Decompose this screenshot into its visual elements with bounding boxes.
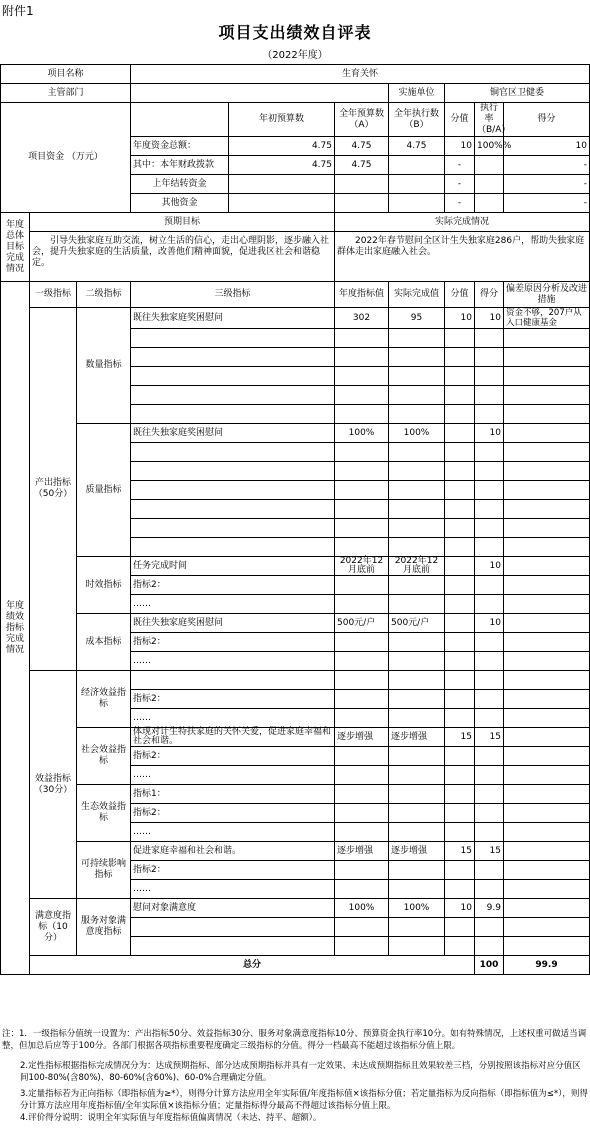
fund-row-annual — [335, 194, 389, 213]
empty-cell — [445, 690, 475, 709]
indicator-score — [445, 424, 475, 443]
empty-cell — [445, 329, 475, 348]
empty-cell — [335, 880, 389, 899]
fund-row-executed — [389, 194, 445, 213]
empty-cell — [504, 671, 590, 690]
empty-cell — [389, 576, 445, 595]
fund-row-get: 10 — [504, 137, 590, 156]
empty-cell — [389, 500, 445, 519]
empty-cell — [131, 519, 335, 538]
empty-cell — [389, 918, 445, 937]
fund-row-label: 其中：本年财政拨款 — [131, 156, 229, 175]
footnote-3: 3.定量指标若为正向指标（即指标值为≥*），则得分计算方法应用全年实际值/年度指标值×该指标分值；若定量指标为反向指标（即指标值为≤*），则得分计算方法应用年度指标值/全年实际值×该指标分值；定量指标得分最高不得超过该指标分值上限。 — [20, 1089, 588, 1111]
indicator-actual: 逐步增强 — [389, 842, 445, 861]
indicator-note — [504, 557, 590, 576]
empty-cell — [504, 633, 590, 652]
fund-row-executed: 4.75 — [389, 137, 445, 156]
empty-cell — [335, 633, 389, 652]
empty-cell — [504, 405, 590, 424]
empty-cell — [131, 500, 335, 519]
total-score: 100 — [475, 956, 504, 975]
empty-cell — [445, 747, 475, 766]
empty-cell — [335, 462, 389, 481]
empty-cell — [504, 538, 590, 557]
empty-cell — [475, 462, 504, 481]
empty-cell — [335, 386, 389, 405]
empty-cell — [504, 823, 590, 842]
indicator-note — [504, 899, 590, 918]
empty-cell — [389, 348, 445, 367]
fund-header-blank — [131, 103, 229, 137]
fund-header-rate: 执行率（B/A） — [475, 103, 504, 137]
goal-label: 年度总体目标完成情况 — [1, 213, 30, 282]
empty-cell — [335, 747, 389, 766]
empty-cell — [335, 405, 389, 424]
footnotes — [2, 1028, 588, 1124]
empty-cell — [475, 747, 504, 766]
empty-cell — [389, 785, 445, 804]
empty-cell — [335, 367, 389, 386]
fund-row-annual: 4.75 — [335, 137, 389, 156]
indicator-actual: 95 — [389, 308, 445, 329]
lvl1-output: 产出指标（50分） — [30, 308, 77, 671]
empty-cell — [389, 652, 445, 671]
empty-cell — [504, 576, 590, 595]
lvl2-sustain: 可持续影响指标 — [77, 842, 131, 899]
empty-cell — [475, 443, 504, 462]
empty-cell — [445, 519, 475, 538]
attachment-label: 附件1 — [2, 4, 34, 18]
empty-cell — [335, 937, 389, 956]
empty-cell — [335, 519, 389, 538]
indicator-placeholder: …… — [131, 766, 335, 785]
indicator-note — [504, 842, 590, 861]
fund-row-annual: 4.75 — [335, 156, 389, 175]
empty-cell — [475, 500, 504, 519]
indicator-placeholder: …… — [131, 709, 335, 728]
empty-cell — [475, 861, 504, 880]
empty-cell — [445, 671, 475, 690]
empty-cell — [475, 348, 504, 367]
empty-cell — [475, 918, 504, 937]
empty-cell — [131, 538, 335, 557]
empty-cell — [389, 861, 445, 880]
empty-cell — [504, 804, 590, 823]
empty-cell — [131, 918, 335, 937]
indicator-name: 慰问对象满意度 — [131, 899, 335, 918]
empty-cell — [504, 481, 590, 500]
indicator-placeholder: 指标2： — [131, 576, 335, 595]
empty-cell — [504, 918, 590, 937]
indicator-placeholder: 指标2： — [131, 690, 335, 709]
empty-cell — [335, 823, 389, 842]
indicator-note — [504, 728, 590, 747]
indicator-actual: 100% — [389, 424, 445, 443]
fund-header-initial: 年初预算数 — [229, 103, 335, 137]
indicator-get: 9.9 — [475, 899, 504, 918]
empty-cell — [389, 367, 445, 386]
empty-cell — [475, 671, 504, 690]
empty-cell — [389, 386, 445, 405]
empty-cell — [389, 880, 445, 899]
empty-cell — [445, 405, 475, 424]
indicator-target: 2022年12月底前 — [335, 557, 389, 576]
empty-cell — [445, 538, 475, 557]
empty-cell — [504, 367, 590, 386]
indicator-name: 既往失独家庭奖困慰问 — [131, 308, 335, 329]
lvl2-economic: 经济效益指标 — [77, 671, 131, 728]
footnote-4: 4.评价得分说明：说明全年实际值与年度指标值偏离情况（未达、持平、超额）。 — [20, 1113, 322, 1123]
empty-cell — [389, 937, 445, 956]
empty-cell — [504, 500, 590, 519]
indicator-placeholder: …… — [131, 823, 335, 842]
empty-cell — [504, 386, 590, 405]
indicator-score: 15 — [445, 842, 475, 861]
empty-cell — [445, 709, 475, 728]
empty-cell — [475, 880, 504, 899]
empty-cell — [475, 576, 504, 595]
empty-cell — [475, 766, 504, 785]
indicator-placeholder: 指标2： — [131, 747, 335, 766]
fund-row-score: - — [445, 156, 475, 175]
empty-cell — [131, 405, 335, 424]
empty-cell — [475, 709, 504, 728]
indicator-get: 10 — [475, 614, 504, 633]
empty-cell — [389, 519, 445, 538]
lvl2-timely: 时效指标 — [77, 557, 131, 614]
fund-row-score: 10 — [445, 137, 475, 156]
empty-cell — [504, 652, 590, 671]
empty-cell — [475, 804, 504, 823]
lvl2-cost: 成本指标 — [77, 614, 131, 671]
indicator-target: 逐步增强 — [335, 842, 389, 861]
indicator-placeholder: …… — [131, 595, 335, 614]
lvl1-satis: 满意度指标（10分） — [30, 899, 77, 956]
indicator-actual: 逐步增强 — [389, 728, 445, 747]
empty-cell — [131, 348, 335, 367]
empty-cell — [335, 918, 389, 937]
empty-cell — [475, 595, 504, 614]
indicator-target: 100% — [335, 424, 389, 443]
indicator-note — [504, 424, 590, 443]
empty-cell — [389, 481, 445, 500]
indicator-placeholder — [131, 671, 335, 690]
ind-header-get: 得分 — [475, 282, 504, 308]
empty-cell — [389, 671, 445, 690]
empty-cell — [504, 329, 590, 348]
impl-value: 铜官区卫健委 — [445, 84, 590, 103]
indicator-name: 促进家庭幸福和社会和谐。 — [131, 842, 335, 861]
indicator-placeholder: 指标2： — [131, 861, 335, 880]
empty-cell — [445, 576, 475, 595]
empty-cell — [504, 766, 590, 785]
indicator-target: 500元/户 — [335, 614, 389, 633]
ind-header-lvl1: 一级指标 — [30, 282, 77, 308]
empty-cell — [131, 367, 335, 386]
empty-cell — [335, 671, 389, 690]
empty-cell — [389, 709, 445, 728]
goal-expected-label: 预期目标 — [30, 213, 335, 232]
fund-row-initial: 4.75 — [229, 156, 335, 175]
empty-cell — [475, 785, 504, 804]
empty-cell — [504, 443, 590, 462]
project-name-value: 生育关怀 — [131, 65, 590, 84]
perf-label: 年度绩效指标完成情况 — [1, 282, 30, 975]
empty-cell — [131, 386, 335, 405]
empty-cell — [445, 348, 475, 367]
fund-row-label: 年度资金总额： — [131, 137, 229, 156]
ind-header-actual: 实际完成值 — [389, 282, 445, 308]
empty-cell — [389, 633, 445, 652]
page-title: 项目支出绩效自评表 — [218, 23, 372, 42]
empty-cell — [475, 823, 504, 842]
fund-row-initial — [229, 194, 335, 213]
fund-header-executed: 全年执行数（B） — [389, 103, 445, 137]
indicator-score — [445, 557, 475, 576]
empty-cell — [445, 861, 475, 880]
year-subtitle: （2022年度） — [262, 50, 328, 61]
empty-cell — [335, 709, 389, 728]
indicator-score: 10 — [445, 899, 475, 918]
indicator-placeholder: …… — [131, 880, 335, 899]
empty-cell — [445, 804, 475, 823]
impl-label: 实施单位 — [389, 84, 445, 103]
empty-cell — [389, 747, 445, 766]
empty-cell — [335, 804, 389, 823]
empty-cell — [445, 462, 475, 481]
dept-value — [131, 84, 389, 103]
fund-row-initial: 4.75 — [229, 137, 335, 156]
fund-row-executed — [389, 156, 445, 175]
indicator-name: 既往失独家庭奖困慰问 — [131, 614, 335, 633]
empty-cell — [475, 481, 504, 500]
empty-cell — [475, 937, 504, 956]
empty-cell — [475, 367, 504, 386]
empty-cell — [445, 500, 475, 519]
lvl2-social: 社会效益指标 — [77, 728, 131, 785]
empty-cell — [445, 785, 475, 804]
empty-cell — [335, 652, 389, 671]
empty-cell — [445, 766, 475, 785]
evaluation-table — [0, 64, 590, 975]
indicator-target: 302 — [335, 308, 389, 329]
fund-row-get: - — [504, 194, 590, 213]
fund-row-get: - — [504, 175, 590, 194]
footnote-2: 2.定性指标根据指标完成情况分为：达成预期指标、部分达成预期指标并具有一定效果、未达成预期指标且效果较差三档，分别按照该指标对应分值区间100-80%(含80%)、80-60%(含60%)、60-0%合理确定分值。 — [20, 1061, 581, 1083]
empty-cell — [335, 576, 389, 595]
empty-cell — [445, 937, 475, 956]
empty-cell — [335, 481, 389, 500]
empty-cell — [475, 633, 504, 652]
goal-actual-label: 实际完成情况 — [335, 213, 590, 232]
lvl2-quantity: 数量指标 — [77, 308, 131, 424]
indicator-score: 15 — [445, 728, 475, 747]
fund-row-score: - — [445, 175, 475, 194]
empty-cell — [504, 519, 590, 538]
empty-cell — [389, 595, 445, 614]
empty-cell — [475, 519, 504, 538]
empty-cell — [335, 348, 389, 367]
empty-cell — [504, 937, 590, 956]
empty-cell — [445, 367, 475, 386]
empty-cell — [335, 443, 389, 462]
project-name-label: 项目名称 — [1, 65, 131, 84]
fund-row-rate: 100%% — [475, 137, 504, 156]
empty-cell — [335, 690, 389, 709]
empty-cell — [131, 937, 335, 956]
fund-label: 项目资金 （万元） — [1, 103, 131, 213]
empty-cell — [335, 329, 389, 348]
empty-cell — [504, 462, 590, 481]
empty-cell — [504, 709, 590, 728]
empty-cell — [389, 690, 445, 709]
empty-cell — [131, 443, 335, 462]
empty-cell — [335, 766, 389, 785]
indicator-note: 资金不够，207户从入口健康基金 — [504, 308, 590, 329]
empty-cell — [475, 405, 504, 424]
empty-cell — [335, 785, 389, 804]
empty-cell — [335, 500, 389, 519]
fund-row-get: - — [504, 156, 590, 175]
empty-cell — [475, 538, 504, 557]
empty-cell — [389, 405, 445, 424]
empty-cell — [389, 538, 445, 557]
indicator-placeholder: 指标1： — [131, 785, 335, 804]
fund-row-rate — [475, 194, 504, 213]
fund-header-annual: 全年预算数（A） — [335, 103, 389, 137]
empty-cell — [475, 329, 504, 348]
fund-row-executed — [389, 175, 445, 194]
total-label: 总分 — [30, 956, 475, 975]
ind-header-note: 偏差原因分析及改进措施 — [504, 282, 590, 308]
empty-cell — [335, 595, 389, 614]
empty-cell — [504, 785, 590, 804]
empty-cell — [504, 690, 590, 709]
empty-cell — [389, 462, 445, 481]
indicator-name: 既往失独家庭奖困慰问 — [131, 424, 335, 443]
fund-row-initial — [229, 175, 335, 194]
empty-cell — [389, 804, 445, 823]
indicator-actual: 100% — [389, 899, 445, 918]
indicator-get: 15 — [475, 728, 504, 747]
empty-cell — [504, 861, 590, 880]
empty-cell — [389, 766, 445, 785]
lvl2-quality: 质量指标 — [77, 424, 131, 557]
empty-cell — [445, 652, 475, 671]
indicator-target: 100% — [335, 899, 389, 918]
empty-cell — [335, 861, 389, 880]
empty-cell — [389, 329, 445, 348]
fund-header-score: 分值 — [445, 103, 475, 137]
empty-cell — [131, 329, 335, 348]
empty-cell — [335, 538, 389, 557]
ind-header-lvl3: 三级指标 — [131, 282, 335, 308]
empty-cell — [445, 633, 475, 652]
empty-cell — [445, 481, 475, 500]
indicator-placeholder: 指标2： — [131, 804, 335, 823]
indicator-get: 15 — [475, 842, 504, 861]
ind-header-score: 分值 — [445, 282, 475, 308]
indicator-actual: 2022年12月底前 — [389, 557, 445, 576]
empty-cell — [131, 481, 335, 500]
indicator-score — [445, 614, 475, 633]
empty-cell — [445, 918, 475, 937]
empty-cell — [504, 747, 590, 766]
fund-row-label: 其他资金 — [131, 194, 229, 213]
indicator-target: 逐步增强 — [335, 728, 389, 747]
empty-cell — [445, 823, 475, 842]
indicator-name: 体现对计生特扶家庭的关怀关爱，促进家庭幸福和社会和谐。 — [131, 728, 335, 747]
ind-header-lvl2: 二级指标 — [77, 282, 131, 308]
indicator-get: 10 — [475, 557, 504, 576]
indicator-name: 任务完成时间 — [131, 557, 335, 576]
indicator-actual: 500元/户 — [389, 614, 445, 633]
empty-cell — [504, 880, 590, 899]
fund-row-rate — [475, 156, 504, 175]
fund-row-label: 上年结转资金 — [131, 175, 229, 194]
fund-row-score: - — [445, 194, 475, 213]
ind-header-target: 年度指标值 — [335, 282, 389, 308]
footnote-1: 注：1．一级指标分值统一设置为：产出指标50分、效益指标30分、服务对象满意度指标10分、预算资金执行率10分。如有特殊情况，上述权重可做适当调整，但加总后应等于100分。各部门根据各项指标重要程度确定三级指标的分值。得分一档最高不能超过该指标分值上限。 — [2, 1029, 587, 1051]
dept-label: 主管部门 — [1, 84, 131, 103]
empty-cell — [445, 386, 475, 405]
indicator-placeholder: …… — [131, 652, 335, 671]
empty-cell — [445, 595, 475, 614]
indicator-note — [504, 614, 590, 633]
indicator-score: 10 — [445, 308, 475, 329]
total-get: 99.9 — [504, 956, 590, 975]
empty-cell — [475, 386, 504, 405]
goal-expected-text: 引导失独家庭互助交流，树立生活的信心，走出心理阴影，逐步融入社会，提升失独家庭的生活质量，改善他们精神面貌，促进我区社会和谐稳定。 — [30, 232, 335, 282]
goal-actual-text: 2022年春节慰问全区计生失独家庭286户，帮助失独家庭群体走出家庭融入社会。 — [335, 232, 590, 282]
fund-header-get: 得分 — [504, 103, 590, 137]
empty-cell — [445, 443, 475, 462]
indicator-get: 10 — [475, 308, 504, 329]
lvl1-effect: 效益指标（30分） — [30, 671, 77, 899]
empty-cell — [475, 652, 504, 671]
empty-cell — [504, 595, 590, 614]
empty-cell — [131, 462, 335, 481]
indicator-placeholder: 指标2： — [131, 633, 335, 652]
indicator-get: 10 — [475, 424, 504, 443]
lvl2-service: 服务对象满意度指标 — [77, 899, 131, 956]
fund-row-rate — [475, 175, 504, 194]
fund-row-annual — [335, 175, 389, 194]
lvl2-eco: 生态效益指标 — [77, 785, 131, 842]
empty-cell — [445, 880, 475, 899]
empty-cell — [504, 348, 590, 367]
empty-cell — [389, 823, 445, 842]
empty-cell — [389, 443, 445, 462]
empty-cell — [475, 690, 504, 709]
